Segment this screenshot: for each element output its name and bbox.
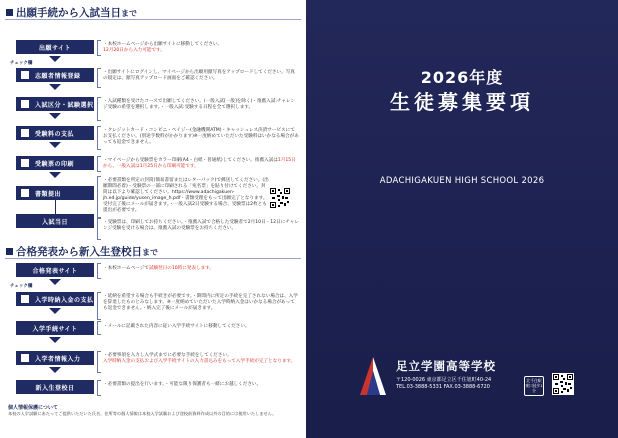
arrow-down-icon bbox=[49, 367, 61, 373]
step-results-site: 合格発表サイト bbox=[16, 263, 94, 277]
school-phone: TEL.03-3888-5331 FAX.03-3888-6720 bbox=[396, 384, 490, 390]
arrow-down-icon bbox=[49, 279, 61, 285]
desc-enrollment-payment: ・延納を希望する場合も手続きが必要です。・期間内に所定の手続を完了されない場合は、入学を辞退したものとみなします。※一度納めていただいた入学時納入金はいかなる場合があっても返金できません。・納入完了後にメールが届きます。 bbox=[103, 294, 298, 311]
bracket bbox=[97, 176, 101, 218]
arrow-down-icon bbox=[49, 308, 61, 314]
privacy-title: 個人情報保護について bbox=[8, 405, 58, 411]
left-panel bbox=[0, 0, 306, 438]
desc-student-info: ・必要事項を入力し入学式までに必要な手続をしてください。 入学時納入金の支払および入学手続サイトの入力書込みをもって入学手続が完了となります。 bbox=[103, 353, 296, 364]
square-bullet-icon bbox=[6, 9, 13, 16]
section-title-application: 出願手続から入試当日まで bbox=[6, 5, 137, 20]
desc-application-site: ・本校ホームページから出願サイトに移動してください。 12月20日から入力可能です。 bbox=[103, 42, 223, 53]
check-column-heading: チェック欄 bbox=[10, 284, 33, 289]
step-print-ticket: 受験票の印刷 bbox=[16, 156, 94, 170]
desc-fee-payment: ・クレジットカード・コンビニ・ペイジー(金融機関ATM)・キャッシュレス決済サービスにてお支払ください。(別途手数料がかかります)※一度納めていただいた受験料はいかなる場合があっても返金できません。 bbox=[103, 128, 299, 145]
year-title: 2026年度 bbox=[420, 68, 504, 87]
arrow-down-icon bbox=[49, 172, 61, 178]
arrow-down-icon bbox=[49, 113, 61, 119]
bracket bbox=[97, 97, 101, 121]
desc-exam-day: ・受験票は、印刷してお持ちください。・推薦入試で合格した受験者で2月10日・12日にチャレンジ受験を受ける場合は、推薦入試の受験票をお持ちください。 bbox=[103, 220, 299, 231]
bracket bbox=[97, 126, 101, 150]
step-application-site: 出願サイト bbox=[16, 40, 94, 54]
arrow-down-icon bbox=[49, 84, 61, 90]
arrow-down-icon bbox=[49, 56, 61, 62]
school-logo-icon bbox=[358, 355, 388, 397]
step-exam-day: 入試当日 bbox=[16, 214, 94, 228]
checkbox-icon[interactable] bbox=[21, 354, 29, 362]
desc-results-site: ・本校ホームページで試験翌日の10時に発表します。 bbox=[103, 266, 215, 271]
step-first-day: 新入生登校日 bbox=[16, 380, 94, 394]
bracket bbox=[97, 68, 101, 88]
step-fee-payment: 受験料の支払 bbox=[16, 126, 94, 140]
checkbox-icon[interactable] bbox=[21, 189, 29, 197]
bracket bbox=[97, 292, 101, 320]
school-address: 〒120-0026 東京都足立区千住旭町40-24 bbox=[396, 377, 492, 383]
privacy-text: 本校の入学試験にあたってご提供いただいた氏名、住所等の個人情報は本校入学試験および登校前資料作成以外の目的には使用いたしません。 bbox=[8, 411, 277, 416]
arrow-down-icon bbox=[49, 142, 61, 148]
bracket bbox=[97, 40, 101, 56]
checkbox-icon[interactable] bbox=[21, 100, 29, 108]
step-enrollment-payment: 入学時納入金の支払 bbox=[16, 292, 94, 306]
section-title-results: 合格発表から新入生登校日まで bbox=[6, 244, 158, 259]
desc-submit-documents: ・必要書類を所定の封筒(簡易書留またはレターパック)で郵送してください。(出願期間必着)・受験票の一部に印刷される「宛名票」を貼り付けてください。封筒は以下より確認してください。https://www.adachigakuen-jh.ed.jp/guide/yusen_image_h.pdf・書類受理をもって出願完了となります。受付完了後にメールが届きます。・一般入試2日受験する場合、受験票は2枚とも提出が必要です。 bbox=[103, 178, 269, 213]
checkbox-icon[interactable] bbox=[21, 71, 29, 79]
step-student-info: 入学者情報入力 bbox=[16, 351, 94, 365]
bracket bbox=[97, 218, 101, 240]
desc-enrollment-site: ・メールに記載された内容に従い入学手続サイトに移動してください。 bbox=[103, 324, 250, 329]
arrow-down-icon bbox=[49, 337, 61, 343]
qr-code-icon bbox=[552, 373, 574, 395]
desc-print-ticket: ・マイページから受験票をカラー印刷(A4・白紙・普通紙)してください。推薦入試は1月15日から、一般入試は1月25日から印刷可能です。 bbox=[103, 158, 296, 169]
desc-first-day: ・必要書類の提出を行います。・可能な限り保護者も一緒にお越しください。 bbox=[103, 382, 262, 387]
divider bbox=[5, 19, 301, 20]
bracket bbox=[97, 321, 101, 335]
bracket bbox=[97, 156, 101, 172]
cover-title: 生徒募集要項 bbox=[390, 90, 534, 114]
bracket bbox=[97, 351, 101, 373]
divider bbox=[5, 258, 301, 259]
step-enrollment-site: 入学手続サイト bbox=[16, 321, 94, 335]
checkbox-icon[interactable] bbox=[21, 159, 29, 167]
check-column-heading: チェック欄 bbox=[10, 61, 33, 66]
step-submit-documents: 書類提出 bbox=[16, 186, 94, 200]
qr-code-icon bbox=[270, 188, 290, 208]
bracket bbox=[97, 263, 101, 279]
cover-panel bbox=[306, 0, 618, 438]
checkbox-icon[interactable] bbox=[21, 129, 29, 137]
connector-line bbox=[55, 200, 56, 214]
desc-exam-selection: ・入試種類を受けたコースで出願してください。(一般入試[一般]を除く)・推薦入試:チャレンジ受験の希望を選択します。・一般入試:受験する日程を全て選択します。 bbox=[103, 99, 295, 110]
square-bullet-icon bbox=[6, 248, 13, 255]
station-badge: 北千住駅東口徒歩1分 bbox=[524, 376, 544, 396]
english-title: ADACHIGAKUEN HIGH SCHOOL 2026 bbox=[379, 176, 545, 186]
checkbox-icon[interactable] bbox=[21, 295, 29, 303]
desc-applicant-registration: ・出願サイトにログインし、マイページから出願用顔写真をアップロードしてください。写真の規定は、顔写真アップロード画面をご確認ください。 bbox=[103, 70, 295, 81]
step-exam-selection: 入試区分・試験選択 bbox=[16, 97, 94, 111]
bracket bbox=[97, 380, 101, 396]
school-name: 足立学園高等学校 bbox=[396, 359, 496, 373]
step-applicant-registration: 志願者情報登録 bbox=[16, 68, 94, 82]
